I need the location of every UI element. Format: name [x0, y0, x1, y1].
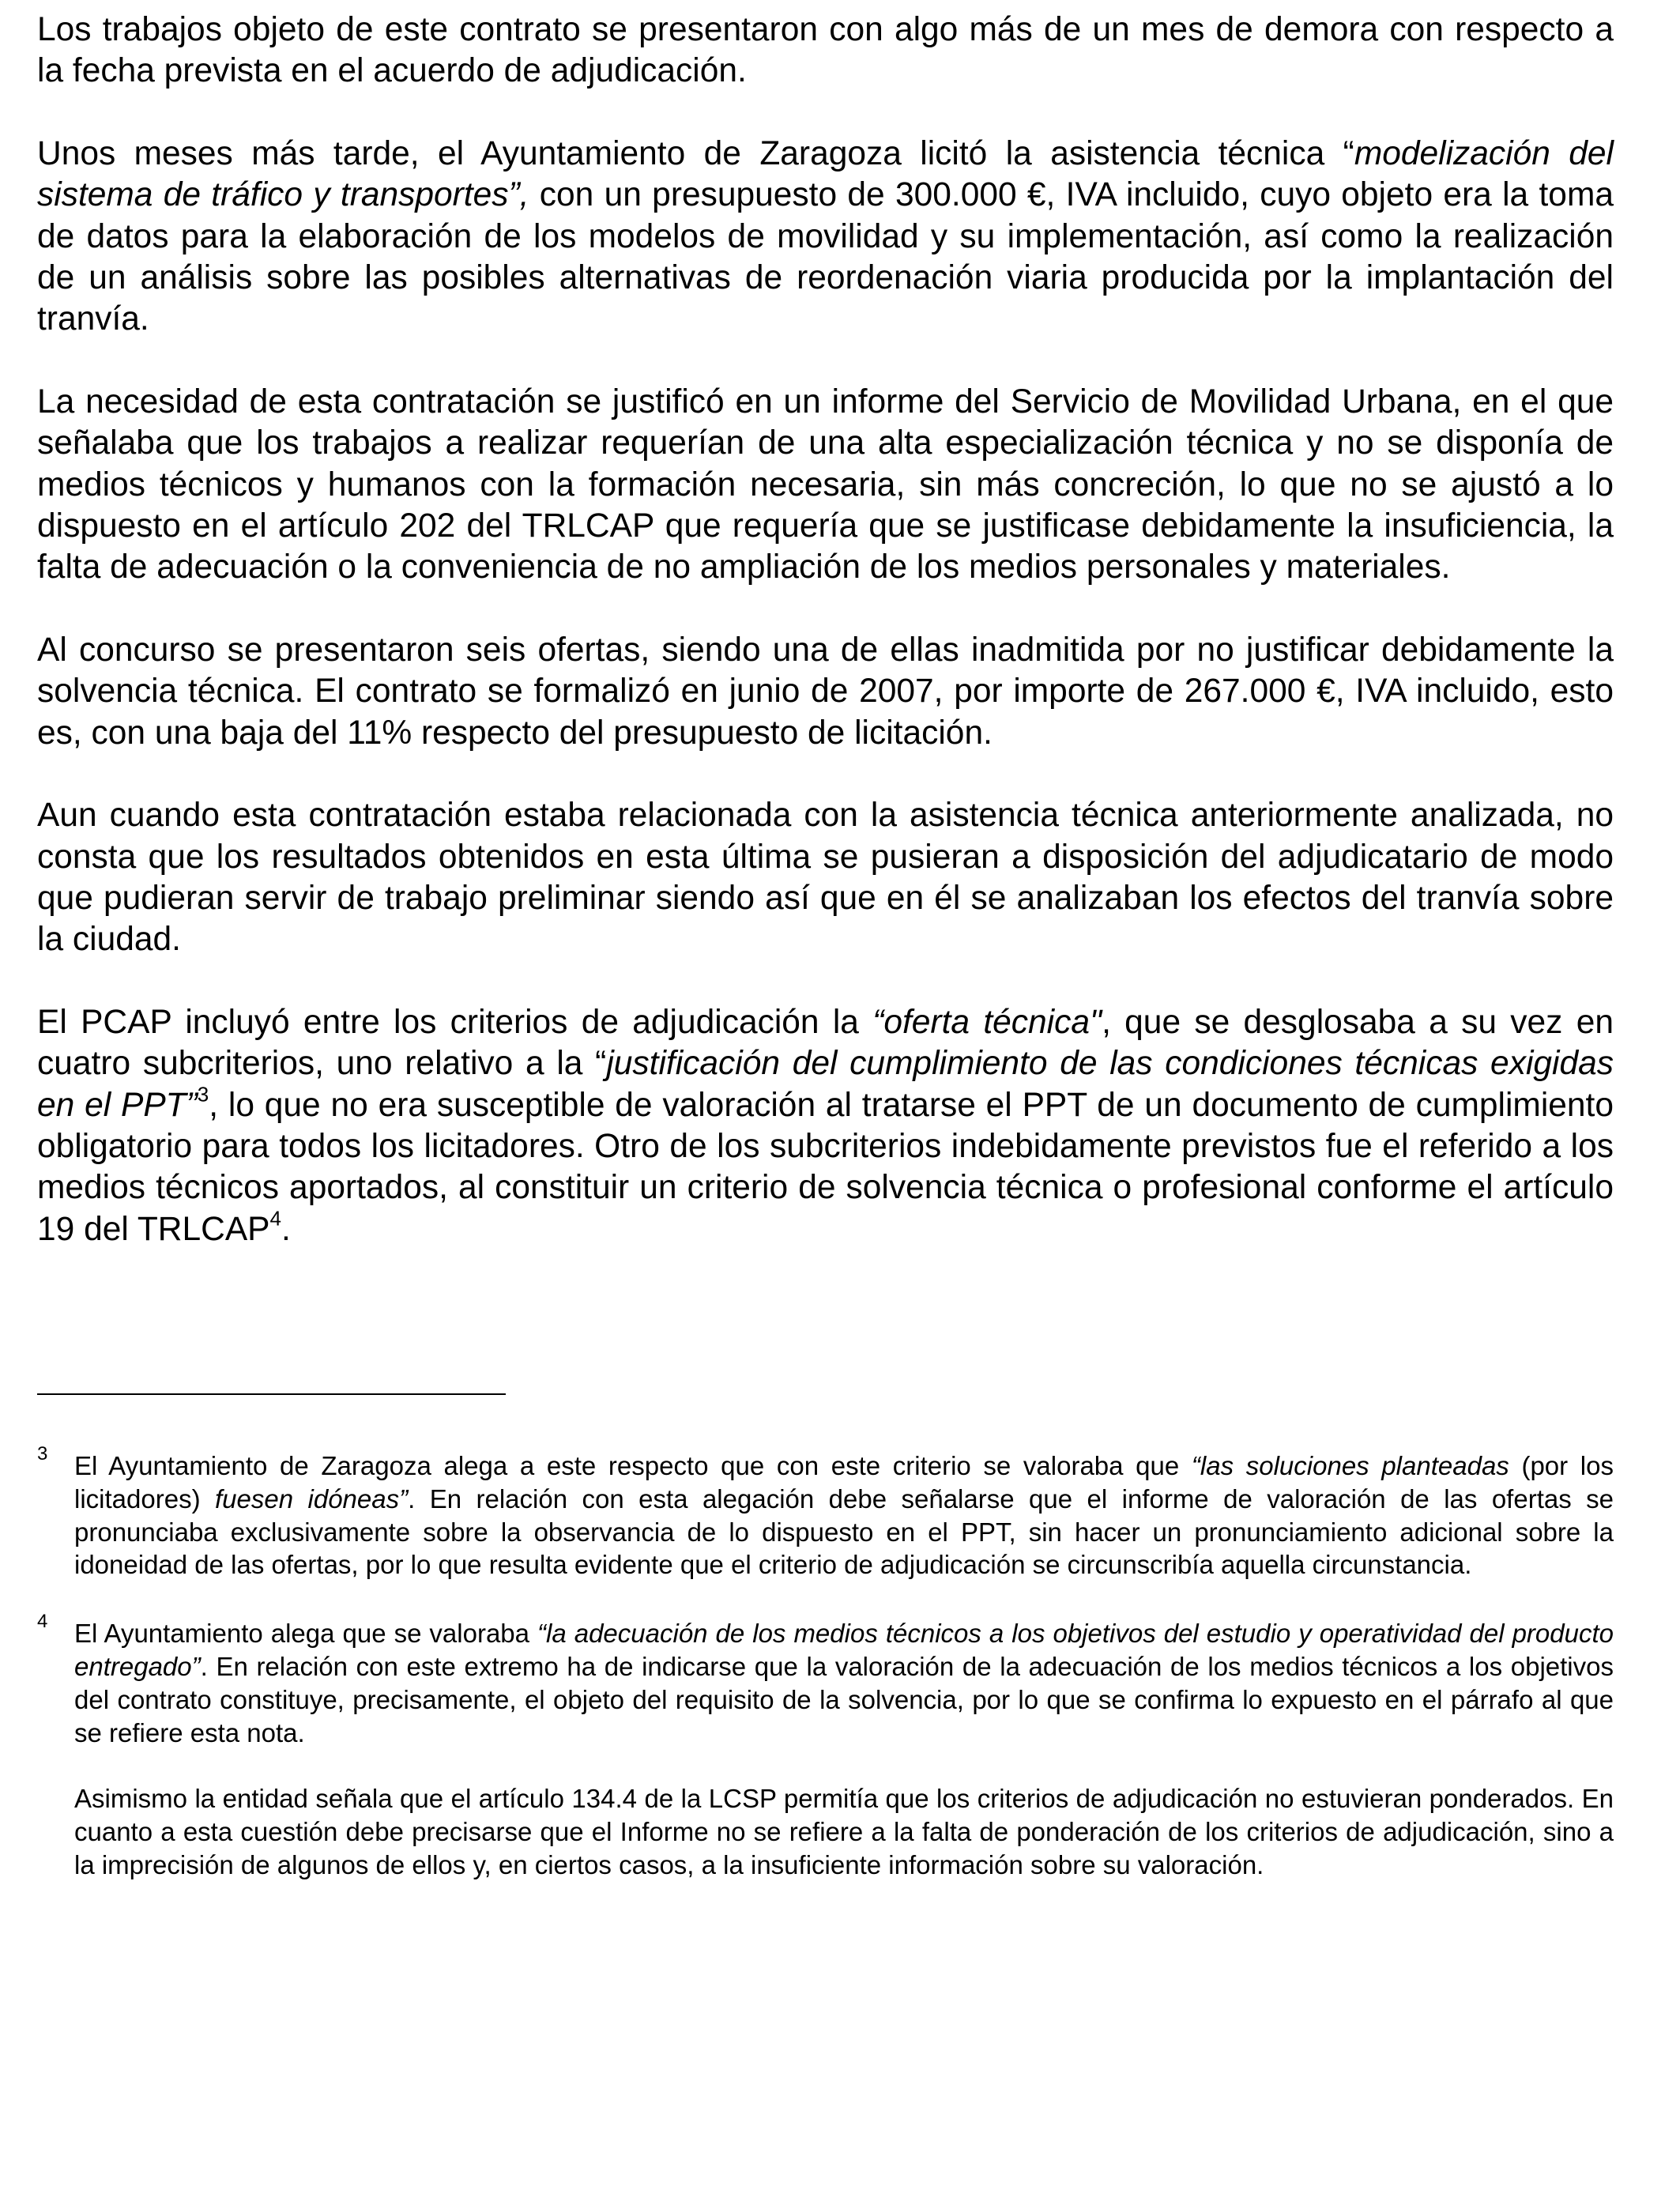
- paragraph-6-italic-oferta: “oferta técnica": [872, 1003, 1102, 1041]
- footnote-3-text-a: El Ayuntamiento de Zaragoza alega a este respecto que con este criterio se valoraba que: [74, 1451, 1192, 1480]
- footnote-3-text-e: . En relación con esta alegación debe señalarse que el informe de valoración de las ofertas se pronunciaba exclusivamente sobre la observancia de lo dispuesto en el PPT, sin hacer un pronunciamiento adicional sobre la idoneidad de las ofertas, por lo que resulta evidente que el criterio de adjudicación se circunscribía aquella circunstancia.: [74, 1483, 1614, 1580]
- paragraph-5-text: Aun cuando esta contratación estaba relacionada con la asistencia técnica anteriormente analizada, no consta que los resultados obtenidos en esta última se pusieran a disposición del adjudicatario de modo que pudieran servir de trabajo preliminar siendo así que en él se analizaban los efectos del tranvía sobre la ciudad.: [37, 797, 1614, 959]
- footnote-ref-3[interactable]: 3: [197, 1081, 209, 1106]
- document-body: [37, 9, 1614, 1291]
- paragraph-3-text: La necesidad de esta contratación se justificó en un informe del Servicio de Movilidad Urbana, en el que señalaba que los trabajos a realizar requerían de una alta especialización técnica y no se disponía de medios técnicos y humanos con la formación necesaria, sin más concreción, lo que no se ajustó a lo dispuesto en el artículo 202 del TRLCAP que requería que se justificase debidamente la insuficiencia, la falta de adecuación o la conveniencia de no ampliación de los medios personales y materiales.: [37, 383, 1614, 586]
- footnote-ref-4[interactable]: 4: [269, 1206, 281, 1231]
- footnote-3-italic-b: “las soluciones planteadas: [1191, 1451, 1509, 1480]
- footnote-3-text-c: (por los licitadores): [74, 1451, 1614, 1514]
- footnote-3-text: [74, 1449, 1614, 1581]
- paragraph-6-text-c: , que se desglosaba a su vez en cuatro subcriterios, uno relativo a la “: [37, 1003, 1614, 1083]
- paragraph-4: [37, 630, 1614, 754]
- footnote-3: [37, 1443, 1614, 1581]
- footnote-4-second-paragraph: [74, 1782, 1614, 1881]
- paragraph-2-text-c: con un presupuesto de 300.000 €, IVA incluido, cuyo objeto era la toma de datos para la elaboración de los modelos de movilidad y su implementación, así como la realización de un análisis sobre las posibles alternativas de reordenación viaria producida por la implantación del tranvía.: [37, 176, 1614, 338]
- paragraph-2: [37, 134, 1614, 341]
- paragraph-6-italic-justificacion: justificación del cumplimiento de las condiciones técnicas exigidas en el PPT”: [37, 1045, 1614, 1124]
- footnote-4-text-a: El Ayuntamiento alega que se valoraba: [74, 1619, 538, 1649]
- footnote-3-italic-d: fuesen idóneas”: [215, 1483, 409, 1514]
- footnote-3-mark: 3: [37, 1443, 48, 1465]
- paragraph-2-italic-title: modelización del sistema de tráfico y transportes”,: [37, 134, 1614, 214]
- footnote-4-italic-b: “la adecuación de los medios técnicos a los objetivos del estudio y operatividad del producto entregado”: [74, 1619, 1614, 1681]
- paragraph-1: [37, 9, 1614, 92]
- footnote-4-mark: 4: [37, 1611, 48, 1633]
- paragraph-6-text-f: .: [281, 1210, 291, 1248]
- paragraph-6: [37, 1002, 1614, 1250]
- paragraph-4-text: Al concurso se presentaron seis ofertas, siendo una de ellas inadmitida por no justificar debidamente la solvencia técnica. El contrato se formalizó en junio de 2007, por importe de 267.000 €, IVA incluido, esto es, con una baja del 11% respecto del presupuesto de licitación.: [37, 631, 1614, 752]
- footnote-separator: [37, 1393, 506, 1395]
- footnote-4: [37, 1611, 1614, 1882]
- footnote-4-text: [74, 1617, 1614, 1749]
- footnotes: [37, 1443, 1614, 1917]
- paragraph-1-text: Los trabajos objeto de este contrato se presentaron con algo más de un mes de demora con respecto a la fecha prevista en el acuerdo de adjudicación.: [37, 11, 1614, 90]
- paragraph-5: [37, 795, 1614, 961]
- footnote-4-second-text: Asimismo la entidad señala que el artículo 134.4 de la LCSP permitía que los criterios de adjudicación no estuvieran ponderados. En cuanto a esta cuestión debe precisarse que el Informe no se refiere a la falta de ponderación de los criterios de adjudicación, sino a la imprecisión de algunos de ellos y, en ciertos casos, a la insuficiente información sobre su valoración.: [74, 1784, 1614, 1879]
- paragraph-6-text-e: , lo que no era susceptible de valoración al tratarse el PPT de un documento de cumplimiento obligatorio para todos los licitadores. Otro de los subcriterios indebidamente previstos fue el referido a los medios técnicos aportados, al constituir un criterio de solvencia técnica o profesional conforme el artículo 19 del TRLCAP: [37, 1086, 1614, 1248]
- footnote-4-text-c: . En relación con este extremo ha de indicarse que la valoración de la adecuación de los medios técnicos a los objetivos del contrato constituye, precisamente, el objeto del requisito de la solvencia, por lo que se confirma lo expuesto en el párrafo al que se refiere esta nota.: [74, 1651, 1614, 1747]
- paragraph-6-text-a: El PCAP incluyó entre los criterios de adjudicación la: [37, 1003, 873, 1041]
- paragraph-3: [37, 382, 1614, 589]
- paragraph-2-text-a: Unos meses más tarde, el Ayuntamiento de Zaragoza licitó la asistencia técnica “: [37, 134, 1354, 172]
